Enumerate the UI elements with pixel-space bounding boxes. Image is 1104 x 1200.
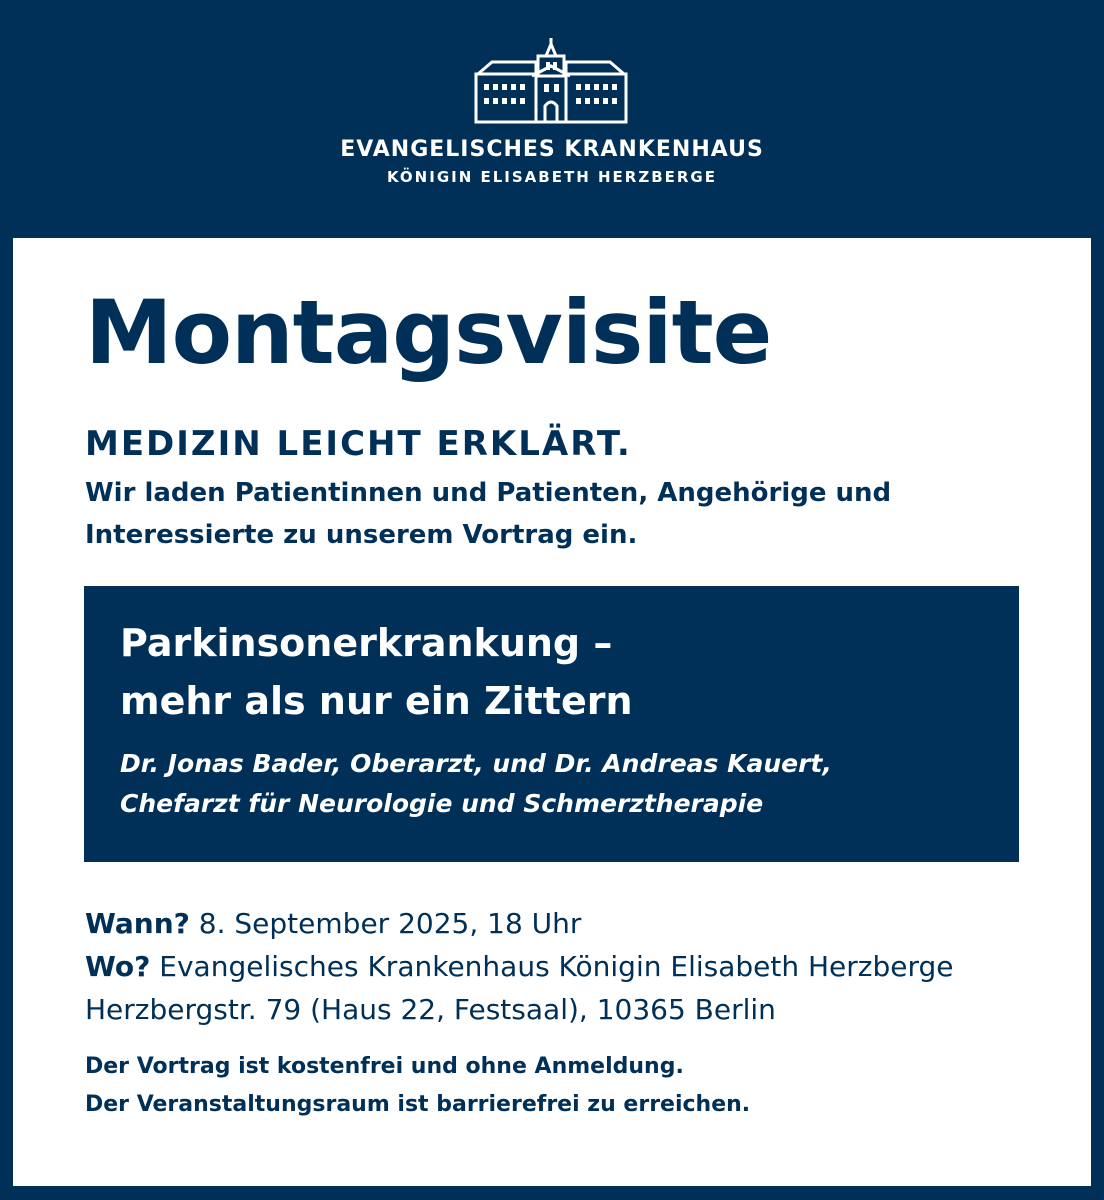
where-row [85, 945, 954, 988]
invitation-text [85, 472, 985, 556]
invitation-line: Interessierte zu unserem Vortrag ein. [85, 520, 638, 550]
event-details [85, 902, 954, 1031]
when-value: 8. September 2025, 18 Uhr [198, 907, 582, 940]
notes [85, 1048, 750, 1124]
note-line: Der Vortrag ist kostenfrei und ohne Anmeldung. [85, 1054, 684, 1079]
speaker-line: Dr. Jonas Bader, Oberarzt, und Dr. Andreas Kauert, [120, 749, 832, 778]
org-subtitle: KÖNIGIN ELISABETH HERZBERGE [386, 168, 717, 186]
note-line: Der Veranstaltungsraum ist barrierefrei zu erreichen. [85, 1092, 751, 1117]
tagline: MEDIZIN LEICHT ERKLÄRT. [85, 424, 632, 464]
flyer-card [13, 238, 1091, 1186]
where-value: Evangelisches Krankenhaus Königin Elisabeth Herzberge [159, 950, 954, 983]
where-label: Wo? [85, 950, 151, 983]
header-banner [0, 0, 1104, 236]
when-row [85, 902, 954, 945]
speaker-line: Chefarzt für Neurologie und Schmerztherapie [120, 789, 764, 818]
invitation-line: Wir laden Patientinnen und Patienten, Angehörige und [85, 478, 892, 508]
speakers [120, 744, 832, 824]
when-label: Wann? [85, 907, 190, 940]
address: Herzbergstr. 79 (Haus 22, Festsaal), 10365 Berlin [85, 993, 776, 1026]
talk-info-box [84, 586, 1019, 862]
talk-title-line: mehr als nur ein Zittern [120, 679, 633, 723]
talk-title [120, 614, 633, 730]
page-title: Montagsvisite [85, 281, 772, 384]
org-name: EVANGELISCHES KRANKENHAUS [340, 137, 764, 162]
talk-title-line: Parkinsonerkrankung – [120, 621, 613, 665]
hospital-building-icon [470, 34, 632, 126]
